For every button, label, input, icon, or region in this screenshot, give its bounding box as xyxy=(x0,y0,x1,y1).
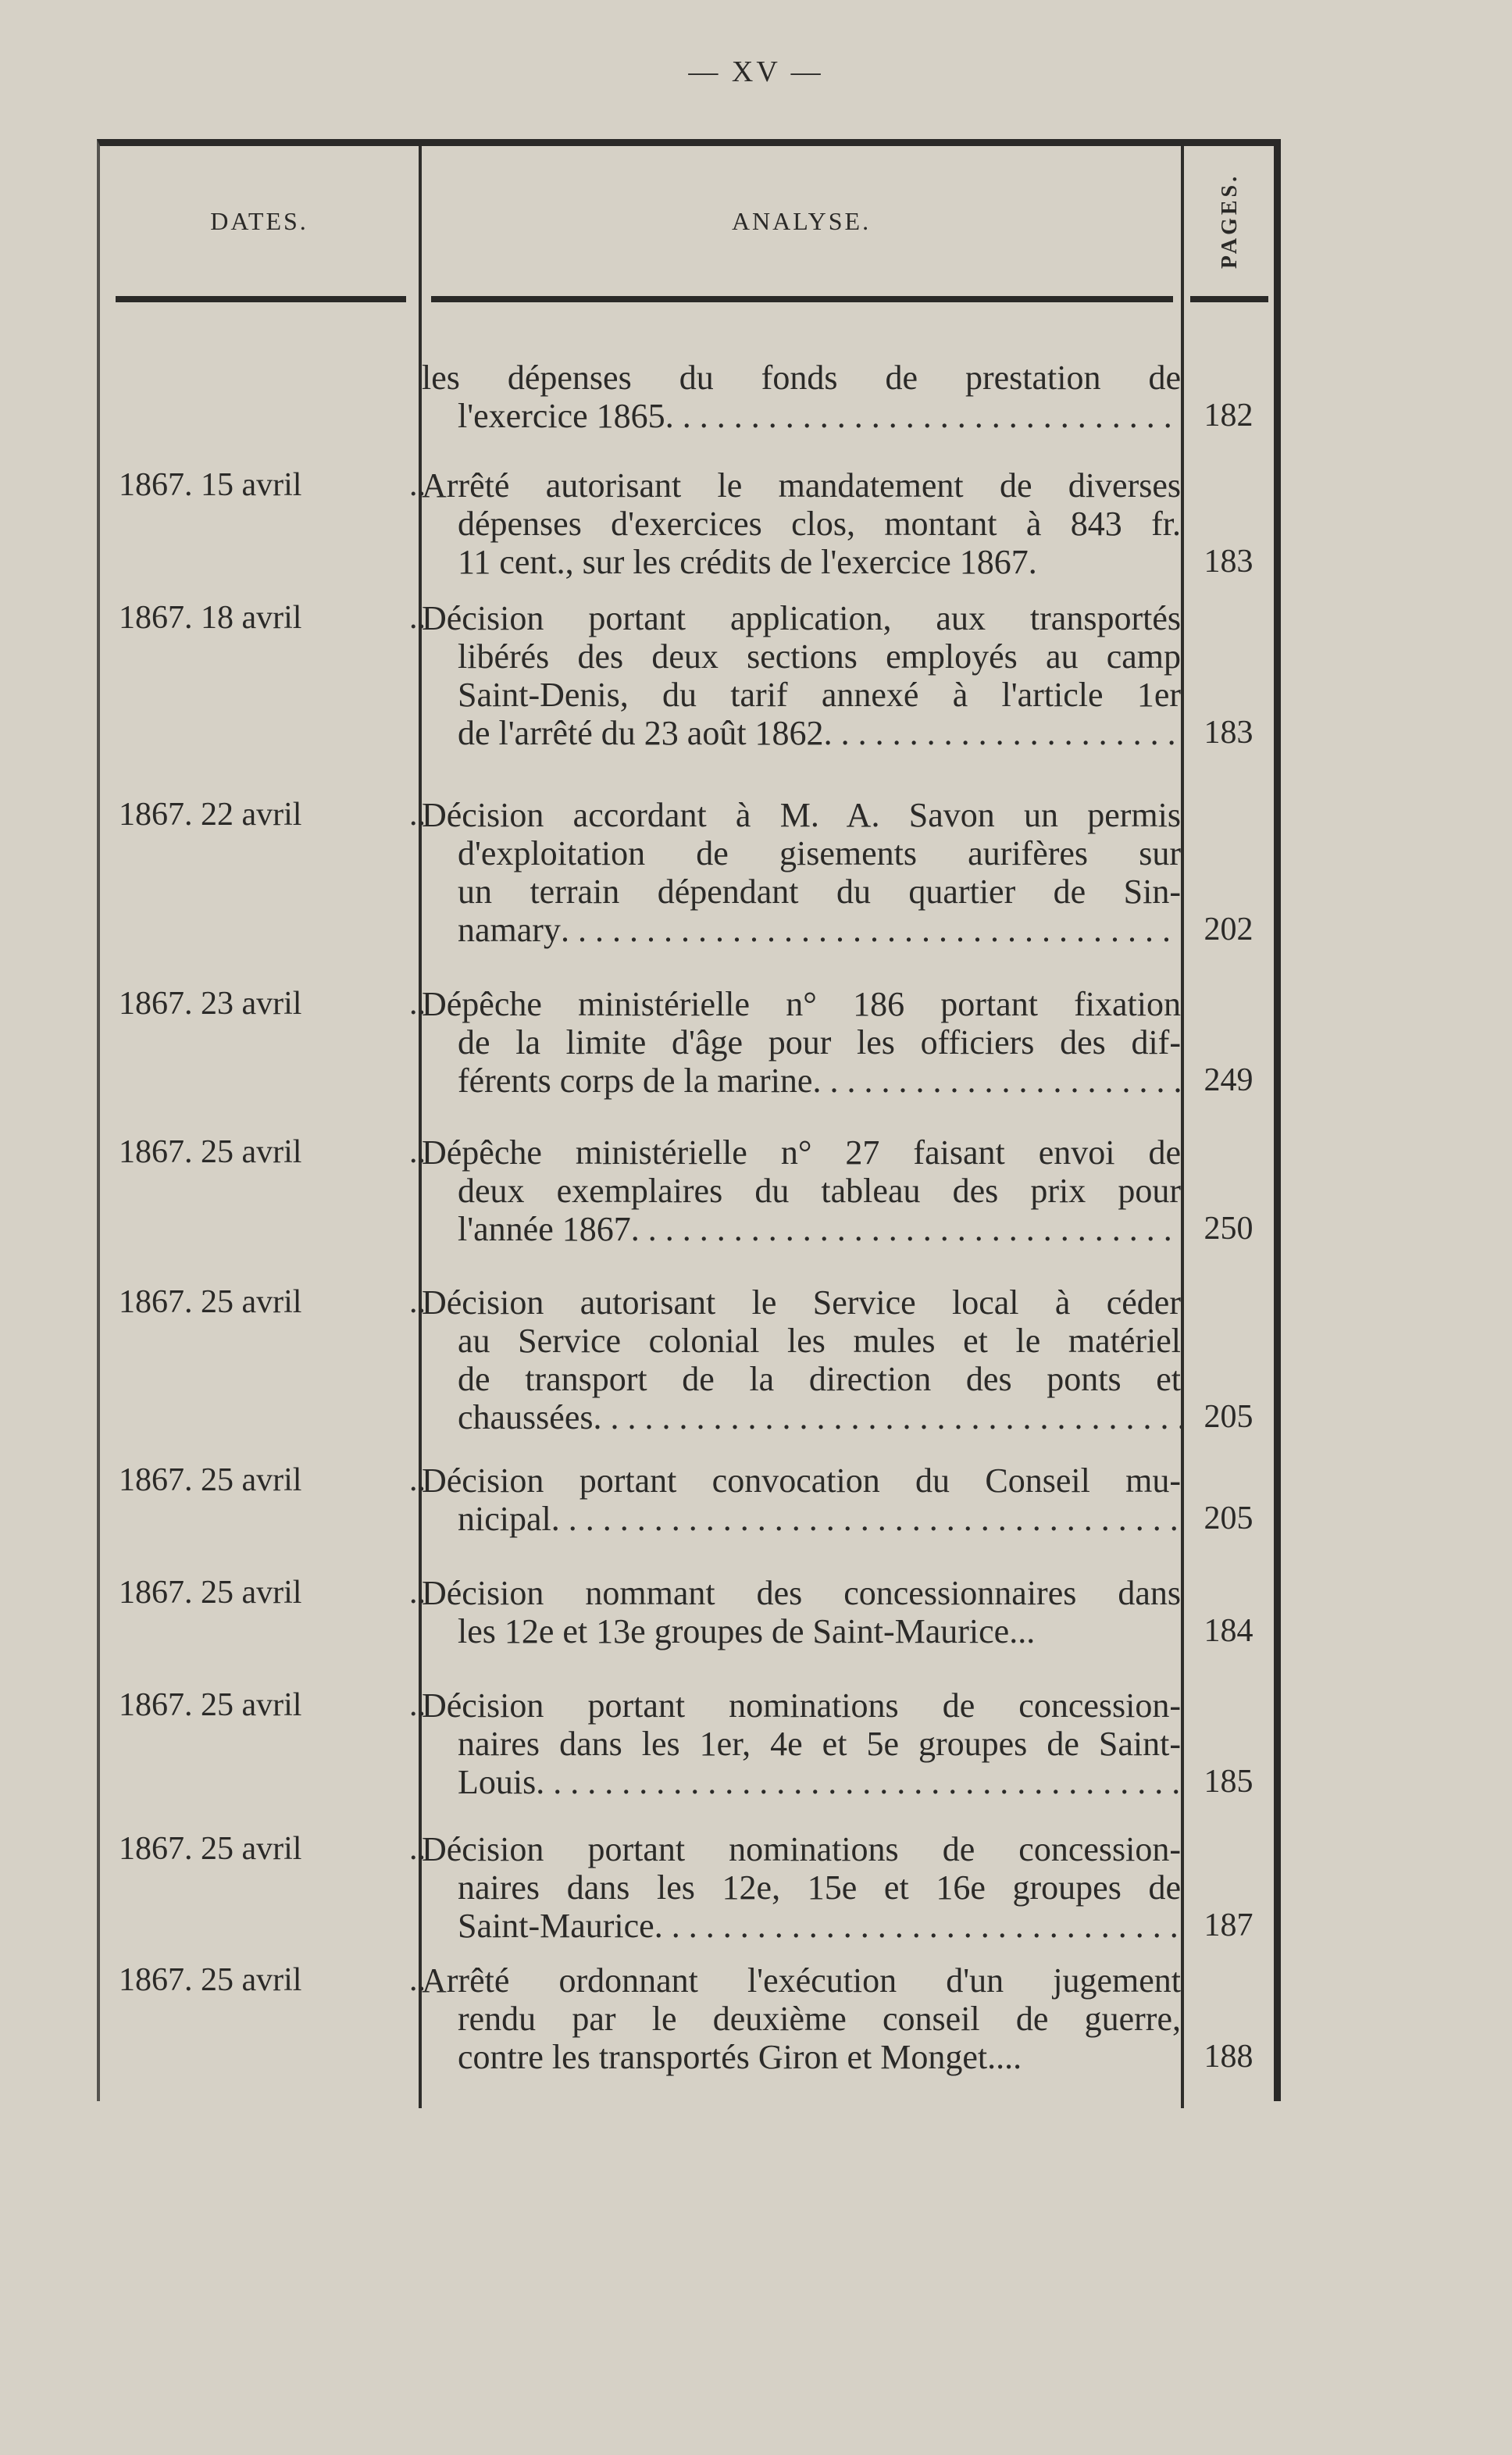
dot-leader xyxy=(594,1398,1182,1436)
entry-page-number: 183 xyxy=(1204,715,1253,751)
entry-page-number: 182 xyxy=(1204,398,1253,434)
dot-leader xyxy=(665,397,1181,435)
column-rule-analyse xyxy=(1181,146,1184,2108)
analyse-line: rendu par le deuxième conseil de guerre, xyxy=(458,2000,1181,2038)
entry-analyse xyxy=(422,796,1181,949)
analyse-line: namary . . . xyxy=(422,911,1181,949)
analyse-line: l'exercice 1865 . . . xyxy=(422,397,1181,435)
analyse-line: férents corps de la marine . . . xyxy=(422,1062,1181,1100)
entry-page-number: 183 xyxy=(1204,544,1253,580)
entry-date: 1867. 25 avril .. xyxy=(119,1134,426,1170)
entry-page-number: 205 xyxy=(1204,1500,1253,1536)
analyse-line: naires dans les 1er, 4e et 5e groupes de Saint- xyxy=(458,1725,1181,1763)
analyse-line: les dépenses du fonds de prestation de xyxy=(422,359,1181,397)
analyse-line: au Service colonial les mules et le matériel xyxy=(458,1322,1181,1360)
analyse-line: Louis . . . xyxy=(422,1763,1181,1801)
analyse-line: chaussées . . . xyxy=(422,1398,1181,1436)
header-dates: DATES. xyxy=(210,206,308,235)
analyse-line: de l'arrêté du 23 août 1862 . . . xyxy=(422,714,1181,752)
entry-date: 1867. 25 avril .. xyxy=(119,1962,426,1998)
entry-page-number: 202 xyxy=(1204,912,1253,947)
analyse-line: de transport de la direction des ponts et xyxy=(458,1360,1181,1398)
entry-analyse xyxy=(422,1283,1181,1436)
entry-page-number: 205 xyxy=(1204,1399,1253,1435)
entry-analyse xyxy=(422,466,1181,581)
analyse-line: de la limite d'âge pour les officiers des dif- xyxy=(458,1023,1181,1062)
entry-page-number: 249 xyxy=(1204,1062,1253,1098)
analyse-line: dépenses d'exercices clos, montant à 843 fr. xyxy=(458,505,1181,543)
analyse-line: Dépêche ministérielle n° 186 portant fixation xyxy=(422,985,1181,1023)
entry-date: 1867. 25 avril .. xyxy=(119,1831,426,1867)
analyse-line: Décision autorisant le Service local à céder xyxy=(422,1283,1181,1322)
entry-page-number: 250 xyxy=(1204,1211,1253,1247)
entry-page-number: 187 xyxy=(1204,1907,1253,1943)
analyse-line: Dépêche ministérielle n° 27 faisant envoi de xyxy=(422,1133,1181,1172)
entry-analyse xyxy=(422,1461,1181,1538)
dot-leader xyxy=(824,714,1181,752)
header-rule-pages xyxy=(1190,296,1268,302)
analyse-line: un terrain dépendant du quartier de Sin- xyxy=(458,872,1181,911)
analyse-line: Décision portant convocation du Conseil mu- xyxy=(422,1461,1181,1500)
entry-date: 1867. 15 avril .. xyxy=(119,467,426,503)
column-rule-dates xyxy=(419,146,422,2108)
entry-date: 1867. 23 avril .. xyxy=(119,986,426,1022)
analyse-line: naires dans les 12e, 15e et 16e groupes de xyxy=(458,1868,1181,1907)
header-analyse: ANALYSE. xyxy=(731,206,872,235)
analyse-line: Arrêté ordonnant l'exécution d'un jugement xyxy=(422,1961,1181,2000)
analyse-line: Décision portant application, aux transportés xyxy=(422,599,1181,637)
dot-leader xyxy=(551,1500,1181,1538)
entry-date: 1867. 22 avril .. xyxy=(119,797,426,833)
entry-page-number: 185 xyxy=(1204,1764,1253,1800)
entry-analyse xyxy=(422,1961,1181,2076)
page-folio: — XV — xyxy=(688,55,824,88)
header-pages: PAGES. xyxy=(1218,173,1243,269)
entry-analyse xyxy=(422,1686,1181,1801)
entry-date: 1867. 25 avril .. xyxy=(119,1575,426,1611)
analyse-line: libérés des deux sections employés au camp xyxy=(458,637,1181,676)
entry-date: 1867. 25 avril .. xyxy=(119,1687,426,1723)
analyse-line: 11 cent., sur les crédits de l'exercice 1867. xyxy=(458,543,1037,581)
entry-analyse xyxy=(422,599,1181,752)
entry-page-number: 188 xyxy=(1204,2039,1253,2075)
analyse-line: d'exploitation de gisements aurifères sur xyxy=(458,834,1181,872)
entry-analyse xyxy=(422,359,1181,435)
dot-leader xyxy=(812,1062,1181,1100)
entry-date: 1867. 25 avril .. xyxy=(119,1462,426,1498)
entry-analyse xyxy=(422,1830,1181,1945)
analyse-line: deux exemplaires du tableau des prix pour xyxy=(458,1172,1181,1210)
analyse-line: Décision portant nominations de concession- xyxy=(422,1686,1181,1725)
analyse-line: Décision accordant à M. A. Savon un permis xyxy=(422,796,1181,834)
analyse-line: contre les transportés Giron et Monget.... xyxy=(458,2038,1022,2076)
dot-leader xyxy=(654,1907,1181,1945)
dot-leader xyxy=(561,911,1181,949)
index-table xyxy=(97,139,1281,2101)
entry-analyse xyxy=(422,1574,1181,1650)
entry-analyse xyxy=(422,1133,1181,1248)
entry-analyse xyxy=(422,985,1181,1100)
entry-date: 1867. 25 avril .. xyxy=(119,1284,426,1320)
header-rule-dates xyxy=(116,296,406,302)
analyse-line: l'année 1867 . . . xyxy=(422,1210,1181,1248)
entry-date: 1867. 18 avril .. xyxy=(119,600,426,636)
analyse-line: Décision nommant des concessionnaires dans xyxy=(422,1574,1181,1612)
analyse-line: Arrêté autorisant le mandatement de diverses xyxy=(422,466,1181,505)
analyse-line: les 12e et 13e groupes de Saint-Maurice... xyxy=(458,1612,1036,1650)
header-rule-analyse xyxy=(431,296,1173,302)
analyse-line: Saint-Maurice . . . xyxy=(422,1907,1181,1945)
analyse-line: Saint-Denis, du tarif annexé à l'article 1er xyxy=(458,676,1181,714)
entry-page-number: 184 xyxy=(1204,1613,1253,1649)
dot-leader xyxy=(536,1763,1181,1801)
dot-leader xyxy=(631,1210,1181,1248)
analyse-line: Décision portant nominations de concession- xyxy=(422,1830,1181,1868)
analyse-line: nicipal . . . xyxy=(422,1500,1181,1538)
